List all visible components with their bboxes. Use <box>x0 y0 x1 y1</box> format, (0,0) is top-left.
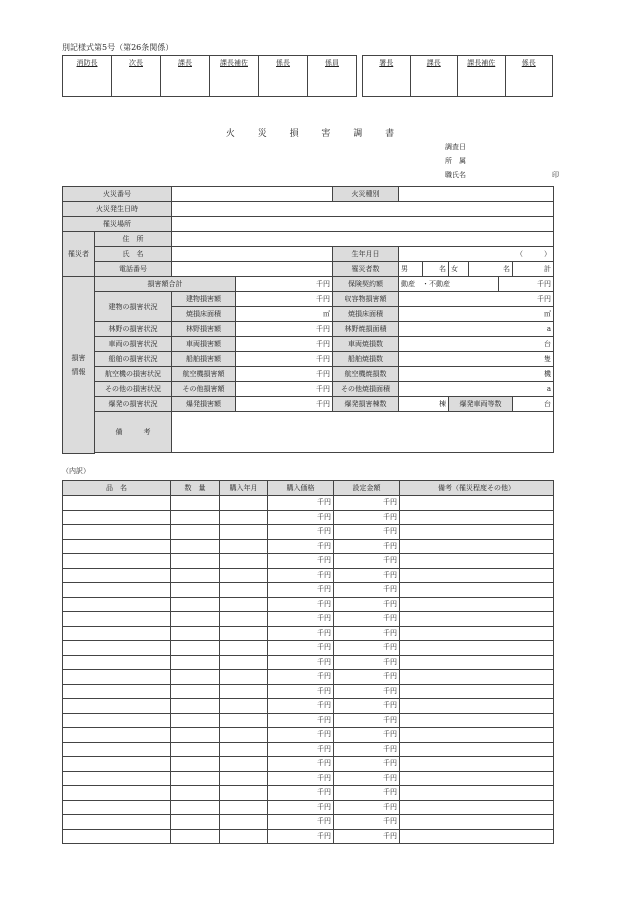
vehicle-cnt-field[interactable]: 台 <box>399 337 554 352</box>
cell-col-2[interactable] <box>220 684 268 699</box>
cell-col-3[interactable]: 千円 <box>268 641 334 656</box>
cell-col-2[interactable] <box>220 829 268 844</box>
vehicle-cnt-label: 車両焼損数 <box>333 337 399 352</box>
cell-col-1[interactable] <box>171 496 220 511</box>
name-label: 職氏名 <box>445 171 466 179</box>
survey-date-label: 調査日 <box>445 143 466 151</box>
contents-amt-field[interactable]: 千円 <box>399 292 554 307</box>
explosion-bldg-field[interactable]: 棟 <box>399 397 449 412</box>
cell-col-1[interactable] <box>171 568 220 583</box>
male-label: 男 <box>399 262 423 277</box>
date-label: 火災発生日時 <box>63 202 172 217</box>
cell-col-5[interactable] <box>400 496 554 511</box>
cell-col-0[interactable] <box>63 728 171 743</box>
cell-col-4[interactable]: 千円 <box>334 684 400 699</box>
male-unit: 名 <box>423 262 449 277</box>
female-label: 女 <box>449 262 469 277</box>
victim-label: 罹災者 <box>63 232 95 277</box>
cell-col-1[interactable] <box>171 655 220 670</box>
cell-col-4[interactable]: 千円 <box>334 670 400 685</box>
form-label: 別記様式第5号（第26条関係） <box>62 43 174 52</box>
cell-col-4[interactable]: 千円 <box>334 757 400 772</box>
building-label: 建物の損害状況 <box>95 292 172 322</box>
cell-col-3[interactable]: 千円 <box>268 510 334 525</box>
cell-col-4[interactable]: 千円 <box>334 771 400 786</box>
phone-label: 電話番号 <box>95 262 172 277</box>
cell-col-2[interactable] <box>220 626 268 641</box>
fire-no-label: 火災番号 <box>63 187 172 202</box>
table-row <box>63 699 554 714</box>
cell-col-5[interactable] <box>400 597 554 612</box>
cell-col-0[interactable] <box>63 771 171 786</box>
explosion-veh-field[interactable]: 台 <box>513 397 554 412</box>
aircraft-amt-field[interactable]: 千円 <box>236 367 333 382</box>
cell-col-4[interactable]: 千円 <box>334 829 400 844</box>
col-header: 品 名 <box>63 481 171 496</box>
cell-col-0[interactable] <box>63 800 171 815</box>
table-row <box>63 525 554 540</box>
cell-col-2[interactable] <box>220 728 268 743</box>
cell-col-2[interactable] <box>220 597 268 612</box>
female-unit: 名 <box>469 262 513 277</box>
table-row <box>63 728 554 743</box>
other-label: その他の損害状況 <box>95 382 172 397</box>
aircraft-amt-label: 航空機損害額 <box>172 367 236 382</box>
damage-total-field[interactable]: 千円 <box>236 277 333 292</box>
damage-info-label: 損害情報 <box>63 277 95 454</box>
forest-amt-field[interactable]: 千円 <box>236 322 333 337</box>
cell-col-2[interactable] <box>220 699 268 714</box>
table-row <box>63 829 554 844</box>
date-field[interactable] <box>172 202 554 217</box>
cell-col-0[interactable] <box>63 525 171 540</box>
cell-col-0[interactable] <box>63 626 171 641</box>
cell-col-3[interactable]: 千円 <box>268 655 334 670</box>
cell-col-5[interactable] <box>400 510 554 525</box>
explosion-amt-field[interactable]: 千円 <box>236 397 333 412</box>
cell-col-2[interactable] <box>220 496 268 511</box>
cell-col-5[interactable] <box>400 568 554 583</box>
document-title: 火 災 損 害 調 書 <box>225 129 405 139</box>
cell-col-1[interactable] <box>171 786 220 801</box>
fire-type-label: 火災種別 <box>333 187 399 202</box>
damage-total-label: 損害額合計 <box>95 277 236 292</box>
phone-field[interactable] <box>172 262 333 277</box>
address-label: 住 所 <box>95 232 172 247</box>
cell-col-0[interactable] <box>63 655 171 670</box>
cell-col-3[interactable]: 千円 <box>268 800 334 815</box>
table-row <box>63 626 554 641</box>
table-row <box>63 713 554 728</box>
cell-col-1[interactable] <box>171 626 220 641</box>
cell-col-4[interactable]: 千円 <box>334 554 400 569</box>
remarks-label: 備 考 <box>95 412 172 453</box>
cell-col-4[interactable]: 千円 <box>334 539 400 554</box>
table-row <box>63 568 554 583</box>
cell-col-5[interactable] <box>400 525 554 540</box>
cell-col-1[interactable] <box>171 800 220 815</box>
ship-cnt-field[interactable]: 隻 <box>399 352 554 367</box>
table-row <box>63 757 554 772</box>
cell-col-2[interactable] <box>220 815 268 830</box>
cell-col-4[interactable]: 千円 <box>334 496 400 511</box>
burned-floor2-label: 焼損床面積 <box>333 307 399 322</box>
stamp-cell: 課長補佐 <box>210 56 259 97</box>
cell-col-3[interactable]: 千円 <box>268 684 334 699</box>
fire-no-field[interactable] <box>172 187 333 202</box>
burned-floor-label: 焼損床面積 <box>172 307 236 322</box>
address-field[interactable] <box>172 232 554 247</box>
cell-col-1[interactable] <box>171 757 220 772</box>
cell-col-1[interactable] <box>171 815 220 830</box>
table-row <box>63 786 554 801</box>
cell-col-1[interactable] <box>171 699 220 714</box>
cell-col-3[interactable]: 千円 <box>268 583 334 598</box>
cell-col-4[interactable]: 千円 <box>334 800 400 815</box>
cell-col-4[interactable]: 千円 <box>334 728 400 743</box>
stamp-cell: 課長補佐 <box>458 56 506 97</box>
stamp-table-left <box>62 55 357 97</box>
cell-col-4[interactable]: 千円 <box>334 525 400 540</box>
cell-col-5[interactable] <box>400 684 554 699</box>
explosion-veh-label: 爆発車両等数 <box>449 397 513 412</box>
cell-col-2[interactable] <box>220 568 268 583</box>
cell-col-0[interactable] <box>63 641 171 656</box>
table-row <box>63 554 554 569</box>
vehicle-amt-label: 車両損害額 <box>172 337 236 352</box>
cell-col-3[interactable]: 千円 <box>268 786 334 801</box>
seal-label: 印 <box>552 171 559 179</box>
bldg-amt-label: 建物損害額 <box>172 292 236 307</box>
meta-block <box>445 140 466 182</box>
cell-col-0[interactable] <box>63 670 171 685</box>
stamp-cell: 課長 <box>161 56 210 97</box>
cell-col-3[interactable]: 千円 <box>268 612 334 627</box>
other-area-label: その他焼損面積 <box>333 382 399 397</box>
cell-col-2[interactable] <box>220 655 268 670</box>
col-header: 購入価格 <box>268 481 334 496</box>
cell-col-5[interactable] <box>400 829 554 844</box>
table-row <box>63 597 554 612</box>
aircraft-cnt-field[interactable]: 機 <box>399 367 554 382</box>
contents-amt-label: 収容物損害額 <box>333 292 399 307</box>
cell-col-5[interactable] <box>400 554 554 569</box>
bldg-amt-field[interactable]: 千円 <box>236 292 333 307</box>
cell-col-2[interactable] <box>220 539 268 554</box>
cell-col-1[interactable] <box>171 525 220 540</box>
table-row <box>63 583 554 598</box>
cell-col-5[interactable] <box>400 539 554 554</box>
cell-col-3[interactable]: 千円 <box>268 713 334 728</box>
cell-col-4[interactable]: 千円 <box>334 597 400 612</box>
cell-col-5[interactable] <box>400 728 554 743</box>
cell-col-2[interactable] <box>220 670 268 685</box>
cell-col-5[interactable] <box>400 713 554 728</box>
cell-col-4[interactable]: 千円 <box>334 583 400 598</box>
cell-col-4[interactable]: 千円 <box>334 786 400 801</box>
cell-col-3[interactable]: 千円 <box>268 742 334 757</box>
cell-col-3[interactable]: 千円 <box>268 525 334 540</box>
victim-name-label: 氏 名 <box>95 247 172 262</box>
cell-col-0[interactable] <box>63 612 171 627</box>
cell-col-0[interactable] <box>63 829 171 844</box>
victim-name-field[interactable] <box>172 247 333 262</box>
cell-col-3[interactable]: 千円 <box>268 626 334 641</box>
cell-col-0[interactable] <box>63 583 171 598</box>
table-row <box>63 539 554 554</box>
cell-col-5[interactable] <box>400 612 554 627</box>
cell-col-0[interactable] <box>63 815 171 830</box>
stamp-cell: 署長 <box>363 56 411 97</box>
cell-col-2[interactable] <box>220 583 268 598</box>
cell-col-1[interactable] <box>171 539 220 554</box>
table-row <box>63 510 554 525</box>
stamp-cell: 係長 <box>505 56 553 97</box>
cell-col-2[interactable] <box>220 510 268 525</box>
cell-col-3[interactable]: 千円 <box>268 815 334 830</box>
cell-col-2[interactable] <box>220 641 268 656</box>
table-row <box>63 655 554 670</box>
table-row <box>63 771 554 786</box>
cell-col-1[interactable] <box>171 713 220 728</box>
cell-col-2[interactable] <box>220 554 268 569</box>
cell-col-4[interactable]: 千円 <box>334 655 400 670</box>
cell-col-2[interactable] <box>220 771 268 786</box>
cell-col-3[interactable]: 千円 <box>268 554 334 569</box>
cell-col-0[interactable] <box>63 568 171 583</box>
cell-col-4[interactable]: 千円 <box>334 568 400 583</box>
cell-col-4[interactable]: 千円 <box>334 815 400 830</box>
table-row <box>63 800 554 815</box>
forest-area-label: 林野焼損面積 <box>333 322 399 337</box>
cell-col-3[interactable]: 千円 <box>268 829 334 844</box>
vehicle-label: 車両の損害状況 <box>95 337 172 352</box>
place-label: 罹災場所 <box>63 217 172 232</box>
cell-col-5[interactable] <box>400 815 554 830</box>
breakdown-label: （内訳） <box>62 467 90 475</box>
forest-area-field[interactable]: a <box>399 322 554 337</box>
explosion-label: 爆発の損害状況 <box>95 397 172 412</box>
breakdown-body <box>63 496 554 844</box>
cell-col-0[interactable] <box>63 713 171 728</box>
ship-amt-label: 船舶損害額 <box>172 352 236 367</box>
cell-col-1[interactable] <box>171 510 220 525</box>
other-amt-label: その他損害額 <box>172 382 236 397</box>
cell-col-2[interactable] <box>220 525 268 540</box>
cell-col-0[interactable] <box>63 554 171 569</box>
table-row <box>63 641 554 656</box>
dept-label: 所 属 <box>445 157 466 165</box>
cell-col-4[interactable]: 千円 <box>334 699 400 714</box>
stamp-cell: 課長 <box>410 56 458 97</box>
table-row <box>63 670 554 685</box>
birth-label: 生年月日 <box>333 247 399 262</box>
col-header: 設定金額 <box>334 481 400 496</box>
cell-col-0[interactable] <box>63 742 171 757</box>
insurance-field[interactable]: 千円 <box>499 277 554 292</box>
cell-col-1[interactable] <box>171 670 220 685</box>
table-row <box>63 742 554 757</box>
forest-label: 林野の損害状況 <box>95 322 172 337</box>
aircraft-cnt-label: 航空機焼損数 <box>333 367 399 382</box>
table-row <box>63 496 554 511</box>
cell-col-1[interactable] <box>171 583 220 598</box>
fire-type-field[interactable] <box>399 187 554 202</box>
cell-col-3[interactable]: 千円 <box>268 771 334 786</box>
cell-col-3[interactable]: 千円 <box>268 728 334 743</box>
cell-col-2[interactable] <box>220 612 268 627</box>
forest-amt-label: 林野損害額 <box>172 322 236 337</box>
insurance-type: 動産 ・不動産 <box>399 277 499 292</box>
cell-col-3[interactable]: 千円 <box>268 568 334 583</box>
explosion-bldg-label: 爆発損害棟数 <box>333 397 399 412</box>
stamp-cell: 係長 <box>259 56 308 97</box>
place-field[interactable] <box>172 217 554 232</box>
cell-col-1[interactable] <box>171 771 220 786</box>
cell-col-1[interactable] <box>171 829 220 844</box>
cell-col-5[interactable] <box>400 655 554 670</box>
cell-col-1[interactable] <box>171 742 220 757</box>
burned-floor2-field[interactable]: ㎡ <box>399 307 554 322</box>
cell-col-3[interactable]: 千円 <box>268 496 334 511</box>
cell-col-1[interactable] <box>171 554 220 569</box>
vehicle-amt-field[interactable]: 千円 <box>236 337 333 352</box>
cell-col-1[interactable] <box>171 728 220 743</box>
cell-col-5[interactable] <box>400 626 554 641</box>
cell-col-0[interactable] <box>63 496 171 511</box>
cell-col-0[interactable] <box>63 786 171 801</box>
ship-cnt-label: 船舶焼損数 <box>333 352 399 367</box>
breakdown-table <box>62 480 554 844</box>
burned-floor-field[interactable]: ㎡ <box>236 307 333 322</box>
table-row <box>63 684 554 699</box>
cell-col-2[interactable] <box>220 800 268 815</box>
cell-col-1[interactable] <box>171 684 220 699</box>
other-amt-field[interactable]: 千円 <box>236 382 333 397</box>
cell-col-4[interactable]: 千円 <box>334 742 400 757</box>
aircraft-label: 航空機の損害状況 <box>95 367 172 382</box>
cell-col-5[interactable] <box>400 800 554 815</box>
cell-col-5[interactable] <box>400 583 554 598</box>
cell-col-5[interactable] <box>400 786 554 801</box>
cell-col-0[interactable] <box>63 597 171 612</box>
cell-col-5[interactable] <box>400 699 554 714</box>
cell-col-4[interactable]: 千円 <box>334 612 400 627</box>
cell-col-3[interactable]: 千円 <box>268 699 334 714</box>
stamp-cell: 消防長 <box>63 56 112 97</box>
count-label: 罹災者数 <box>333 262 399 277</box>
cell-col-4[interactable]: 千円 <box>334 510 400 525</box>
cell-col-5[interactable] <box>400 771 554 786</box>
cell-col-0[interactable] <box>63 684 171 699</box>
cell-col-3[interactable]: 千円 <box>268 539 334 554</box>
stamp-cell: 係員 <box>308 56 357 97</box>
table-row <box>63 612 554 627</box>
cell-col-5[interactable] <box>400 670 554 685</box>
cell-col-1[interactable] <box>171 612 220 627</box>
cell-col-5[interactable] <box>400 641 554 656</box>
insurance-label: 保険契約額 <box>333 277 399 292</box>
cell-col-2[interactable] <box>220 742 268 757</box>
cell-col-0[interactable] <box>63 539 171 554</box>
ship-label: 船舶の損害状況 <box>95 352 172 367</box>
cell-col-1[interactable] <box>171 597 220 612</box>
cell-col-0[interactable] <box>63 510 171 525</box>
total-label: 計 <box>513 262 554 277</box>
stamp-cell: 次長 <box>112 56 161 97</box>
birth-field[interactable]: （ ） <box>399 247 554 262</box>
remarks-field[interactable] <box>172 412 554 453</box>
cell-col-4[interactable]: 千円 <box>334 713 400 728</box>
ship-amt-field[interactable]: 千円 <box>236 352 333 367</box>
cell-col-5[interactable] <box>400 742 554 757</box>
cell-col-2[interactable] <box>220 786 268 801</box>
cell-col-4[interactable]: 千円 <box>334 641 400 656</box>
cell-col-4[interactable]: 千円 <box>334 626 400 641</box>
cell-col-2[interactable] <box>220 757 268 772</box>
cell-col-0[interactable] <box>63 699 171 714</box>
cell-col-3[interactable]: 千円 <box>268 597 334 612</box>
col-header: 数 量 <box>171 481 220 496</box>
table-row <box>63 815 554 830</box>
col-header: 購入年月 <box>220 481 268 496</box>
cell-col-5[interactable] <box>400 757 554 772</box>
damage-table <box>62 186 554 454</box>
col-header: 備考（罹災程度その他） <box>400 481 554 496</box>
cell-col-1[interactable] <box>171 641 220 656</box>
stamp-table-right <box>362 55 553 97</box>
explosion-amt-label: 爆発損害額 <box>172 397 236 412</box>
cell-col-3[interactable]: 千円 <box>268 757 334 772</box>
cell-col-2[interactable] <box>220 713 268 728</box>
other-area-field[interactable]: a <box>399 382 554 397</box>
cell-col-3[interactable]: 千円 <box>268 670 334 685</box>
cell-col-0[interactable] <box>63 757 171 772</box>
